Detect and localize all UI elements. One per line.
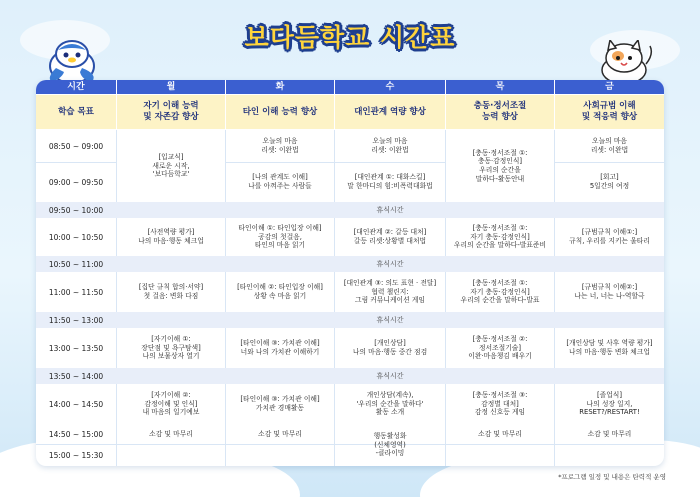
- schedule-cell-thu-4: [446, 272, 554, 312]
- session-text: [충동·정서조절 ②: 정서조절기술] 이완·마음챙김 배우기: [468, 334, 532, 361]
- cat-mascot-icon: [594, 40, 654, 84]
- schedule-cell-thu-6: [446, 384, 554, 424]
- schedule-cell-fri-4: [555, 272, 664, 312]
- break-row: 휴식시간: [116, 202, 664, 218]
- schedule-cell-tue-7: [226, 424, 334, 444]
- schedule-cell-fri-1: [555, 130, 664, 162]
- break-row: 휴식시간: [116, 256, 664, 272]
- session-text: 오늘의 마음 리셋: 이완법: [590, 137, 629, 154]
- schedule-cell-fri-5: [555, 328, 664, 368]
- schedule-cell-thu-3: [446, 218, 554, 256]
- schedule-cell-fri-7: [555, 424, 664, 444]
- goal-thu: [446, 95, 554, 129]
- goal-fri: [555, 95, 664, 129]
- session-text: [대인관계 ①: 대화스킬] 말 한마디의 힘:비폭력대화법: [347, 173, 433, 190]
- session-text: [개인상담 및 사후 역량 평가] 나의 마음·행동 변화 체크업: [566, 339, 653, 356]
- session-text: 타인이해 ①: 타인입장 이해] 공감의 첫걸음, 타인의 마음 읽기: [238, 223, 322, 250]
- schedule-cell-tue-2: [226, 162, 334, 202]
- session-text: 소감 및 마무리: [587, 429, 632, 438]
- schedule-cell-mon-6: [117, 384, 225, 424]
- schedule-cell-wed-5: [335, 328, 445, 368]
- time-slot: 13:50 ~ 14:00: [36, 368, 116, 384]
- schedule-cell-mon-5: [117, 328, 225, 368]
- schedule-cell-fri-6: [555, 384, 664, 424]
- schedule-cell-wed-2: [335, 162, 445, 202]
- time-slot: 09:00 ~ 09:50: [48, 177, 104, 187]
- session-text: [집단 규칙 합의·서약] 첫 걸음: 변화 다짐: [138, 283, 204, 300]
- schedule-cell-wed-4: [335, 272, 445, 312]
- session-text: 소감 및 마무리: [149, 429, 193, 438]
- session-text: 개인상담(계속), '우리의 순간을 말하다' 활동 소개: [356, 390, 424, 417]
- goal-wed: [335, 95, 445, 129]
- schedule-cell-tue-6: [226, 384, 334, 424]
- timetable-panel: [36, 80, 664, 466]
- session-text: [충동·정서조절 ①: 자기 충동·감정인식] 우리의 순간을 말하다-발표: [460, 278, 540, 305]
- schedule-cell-wed-7: [335, 424, 445, 466]
- timetable-grid: [36, 80, 664, 466]
- schedule-cell-mon-7: [117, 424, 225, 444]
- header-day-tue: 화: [226, 80, 334, 94]
- time-slot: 08:50 ~ 09:00: [48, 141, 104, 151]
- schedule-cell-mon-4: [117, 272, 225, 312]
- session-text: [대인관계 ②: 갈등 대처] 갈등 리셋:상황별 대처법: [353, 228, 427, 245]
- goal-text: 충동·정서조절 능력 향상: [473, 101, 527, 122]
- session-text: 오늘의 마음 리셋: 이완법: [261, 137, 299, 154]
- header-day-thu: 목: [446, 80, 554, 94]
- break-row: 휴식시간: [116, 312, 664, 328]
- footnote: *프로그램 일정 및 내용은 탄력적 운영: [558, 473, 666, 481]
- schedule-cell-wed-1: [335, 130, 445, 162]
- session-text: [자기이해 ①: 장단점 및 욕구탐색] 나의 보물상자 열기: [141, 334, 201, 361]
- time-slot: 10:00 ~ 10:50: [48, 232, 104, 242]
- time-slot: 15:00 ~ 15:30: [48, 450, 104, 460]
- time-slot: 10:50 ~ 11:00: [36, 256, 116, 272]
- header-day-fri: 금: [555, 80, 664, 94]
- schedule-cell-thu-1: [446, 130, 554, 202]
- session-text: [졸업식] 나의 성장 일지, RESET?/RESTART!: [579, 390, 640, 417]
- session-text: 오늘의 마음 리셋: 이완법: [371, 137, 409, 154]
- page-title: 보다듬학교 시간표: [244, 23, 456, 52]
- schedule-cell-mon-intro: [117, 130, 225, 202]
- session-text: [대인관계 ③: 의도 표현 · 전달] 협력 챌린지: 그림 커뮤니케이션 게임: [343, 278, 437, 305]
- schedule-cell-tue-5: [226, 328, 334, 368]
- schedule-cell-fri-3: [555, 218, 664, 256]
- schedule-cell-tue-1: [226, 130, 334, 162]
- goal-text: 타인 이해 능력 향상: [242, 106, 318, 117]
- schedule-cell-wed-6: [335, 384, 445, 424]
- seal-mascot-icon: [42, 38, 104, 84]
- break-row: 휴식시간: [116, 368, 664, 384]
- goal-tue: [226, 95, 334, 129]
- schedule-cell-tue-3: [226, 218, 334, 256]
- session-text: [충동·정서조절 ①: 충동·감정인식] 우리의 순간을 말하다-활동안내: [472, 148, 528, 183]
- session-text: [회고] 5일간의 여정: [589, 173, 630, 190]
- session-text: [충동·정서조절 ①: 자기 충동·감정인식] 우리의 순간을 말하다-발표준비: [453, 223, 547, 250]
- goal-text: 자기 이해 능력 및 자존감 향상: [143, 101, 199, 122]
- session-box: [입교식] 새로운 시작, '보다듬학교': [147, 150, 194, 182]
- session-text: [규범규칙 이해②:] 나는 너, 너는 나-역할극: [574, 283, 645, 300]
- row-divider: [36, 162, 116, 163]
- session-text: [충동·정서조절 ③: 감정별 대처] 감정 신호등 게임: [472, 390, 528, 417]
- session-text: [규범규칙 이해①:] 규칙, 우리를 지키는 울타리: [569, 228, 650, 245]
- session-text: [자기이해 ②: 감정이해 및 인식] 내 마음의 일기예보: [142, 390, 200, 417]
- session-text: [타인이해 ③: 가치관 이해] 가치관 경매활동: [240, 395, 320, 412]
- goal-text: 대인관계 역량 향상: [354, 106, 426, 117]
- session-text: 소감 및 마무리: [258, 429, 302, 438]
- schedule-cell-thu-5: [446, 328, 554, 368]
- goal-text: 사회규범 이해 및 적응력 향상: [581, 101, 638, 122]
- schedule-cell-fri-2: [555, 162, 664, 202]
- schedule-cell-wed-3: [335, 218, 445, 256]
- time-slot: 14:50 ~ 15:00: [48, 429, 104, 439]
- header-day-mon: 월: [117, 80, 225, 94]
- header-time: 시간: [36, 80, 116, 94]
- session-text: [개인상담] 나의 마음·행동 중간 점검: [352, 339, 428, 356]
- session-text: 소감 및 마무리: [478, 429, 522, 438]
- time-slot: 11:50 ~ 13:00: [36, 312, 116, 328]
- time-slot: 11:00 ~ 11:50: [48, 287, 104, 297]
- goal-label: 학습 목표: [36, 95, 116, 129]
- session-text: [사전역량 평가] 나의 마음·행동 체크업: [138, 228, 204, 245]
- time-slot: 14:00 ~ 14:50: [48, 399, 104, 409]
- session-text: [타인이해 ②: 타인입장 이해] 상황 속 마음 읽기: [237, 283, 323, 300]
- header-day-wed: 수: [335, 80, 445, 94]
- session-text: [나의 관계도 이해] 나를 아껴주는 사람들: [248, 173, 312, 190]
- schedule-cell-tue-4: [226, 272, 334, 312]
- time-slot: 09:50 ~ 10:00: [36, 202, 116, 218]
- session-text: [타인이해 ③: 가치관 이해] 너와 나의 가치관 이해하기: [240, 339, 320, 356]
- session-text: 행동활성화 (신체영역) -클라이밍: [373, 431, 407, 458]
- goal-mon: [117, 95, 225, 129]
- time-slot: 13:00 ~ 13:50: [48, 343, 104, 353]
- schedule-cell-thu-7: [446, 424, 554, 444]
- schedule-cell-mon-3: [117, 218, 225, 256]
